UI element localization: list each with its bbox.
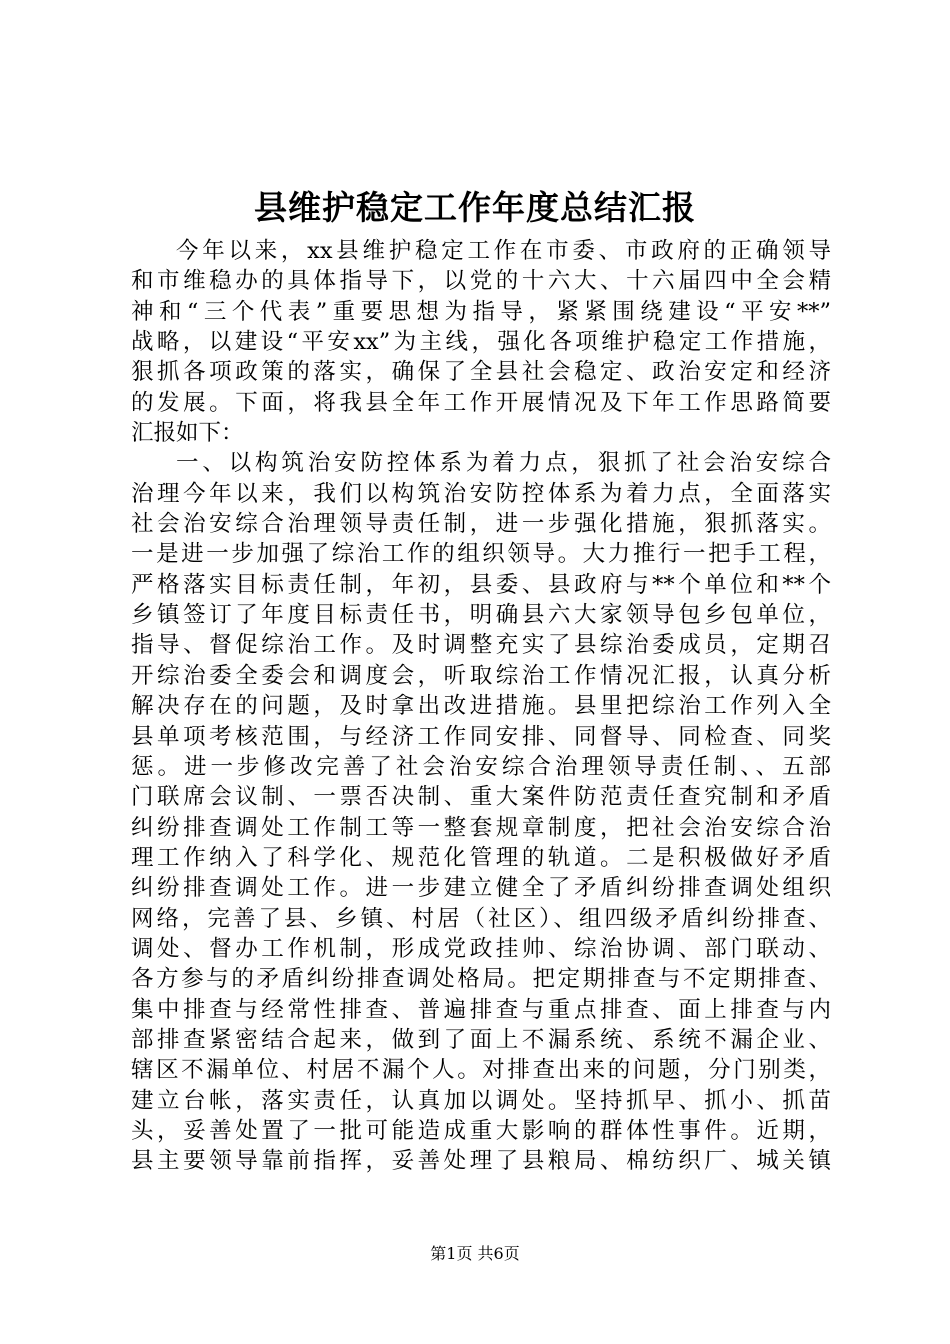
- body-line: 一、以构筑治安防控体系为着力点，狠抓了社会治安综合: [176, 450, 831, 477]
- body-line: 网络，完善了县、乡镇、村居（社区）、组四级矛盾纠纷排查、: [131, 905, 831, 932]
- body-line: 纠纷排查调处工作。进一步建立健全了矛盾纠纷排查调处组织: [131, 875, 831, 902]
- body-line: 建立台帐，落实责任，认真加以调处。坚持抓早、抓小、抓苗: [131, 1087, 831, 1114]
- body-line: 一是进一步加强了综治工作的组织领导。大力推行一把手工程，: [131, 541, 831, 568]
- body-line: 和市维稳办的具体指导下，以党的十六大、十六届四中全会精: [131, 268, 831, 295]
- document-body: [131, 236, 831, 1177]
- body-line: 社会治安综合治理领导责任制，进一步强化措施，狠抓落实。: [131, 511, 831, 538]
- body-line: 头，妥善处置了一批可能造成重大影响的群体性事件。近期，: [131, 1117, 831, 1144]
- body-line: 县主要领导靠前指挥，妥善处理了县粮局、棉纺织厂、城关镇: [131, 1148, 831, 1175]
- body-line: 部排查紧密结合起来，做到了面上不漏系统、系统不漏企业、: [131, 1026, 831, 1053]
- body-line: 集中排查与经常性排查、普遍排查与重点排查、面上排查与内: [131, 996, 831, 1023]
- page-number: 第1页 共6页: [430, 1244, 520, 1263]
- body-line: 狠抓各项政策的落实，确保了全县社会稳定、政治安定和经济: [131, 359, 831, 386]
- body-line: 调处、督办工作机制，形成党政挂帅、综治协调、部门联动、: [131, 935, 831, 962]
- body-line: 各方参与的矛盾纠纷排查调处格局。把定期排查与不定期排查、: [131, 966, 831, 993]
- body-line: 解决存在的问题，及时拿出改进措施。县里把综治工作列入全: [131, 693, 831, 720]
- body-line: 今年以来，xx县维护稳定工作在市委、市政府的正确领导: [176, 238, 831, 264]
- body-line: 纠纷排查调处工作制工等一整套规章制度，把社会治安综合治: [131, 814, 831, 841]
- body-line: 乡镇签订了年度目标责任书，明确县六大家领导包乡包单位，: [131, 602, 831, 629]
- body-line: 辖区不漏单位、村居不漏个人。对排查出来的问题，分门别类，: [131, 1057, 831, 1084]
- body-line: 理工作纳入了科学化、规范化管理的轨道。二是积极做好矛盾: [131, 844, 831, 871]
- body-line: 战略，以建设“平安xx”为主线，强化各项维护稳定工作措施，: [131, 329, 831, 356]
- body-line: 严格落实目标责任制，年初，县委、县政府与**个单位和**个: [131, 571, 831, 598]
- body-line: 神和“三个代表”重要思想为指导，紧紧围绕建设“平安**”: [131, 298, 831, 325]
- page-footer: [0, 1243, 950, 1265]
- body-line: 治理今年以来，我们以构筑治安防控体系为着力点，全面落实: [131, 480, 831, 507]
- document-title: 县维护稳定工作年度总结汇报: [254, 188, 696, 227]
- body-line: 开综治委全委会和调度会，听取综治工作情况汇报，认真分析: [131, 662, 831, 689]
- body-line: 指导、督促综治工作。及时调整充实了县综治委成员，定期召: [131, 632, 831, 659]
- body-line: 县单项考核范围，与经济工作同安排、同督导、同检查、同奖: [131, 723, 831, 750]
- body-line: 门联席会议制、一票否决制、重大案件防范责任查究制和矛盾: [131, 784, 831, 811]
- body-line: 汇报如下：: [131, 420, 244, 447]
- body-line: 惩。进一步修改完善了社会治安综合治理领导责任制、、五部: [131, 753, 831, 780]
- body-line: 的发展。下面，将我县全年工作开展情况及下年工作思路简要: [131, 389, 831, 416]
